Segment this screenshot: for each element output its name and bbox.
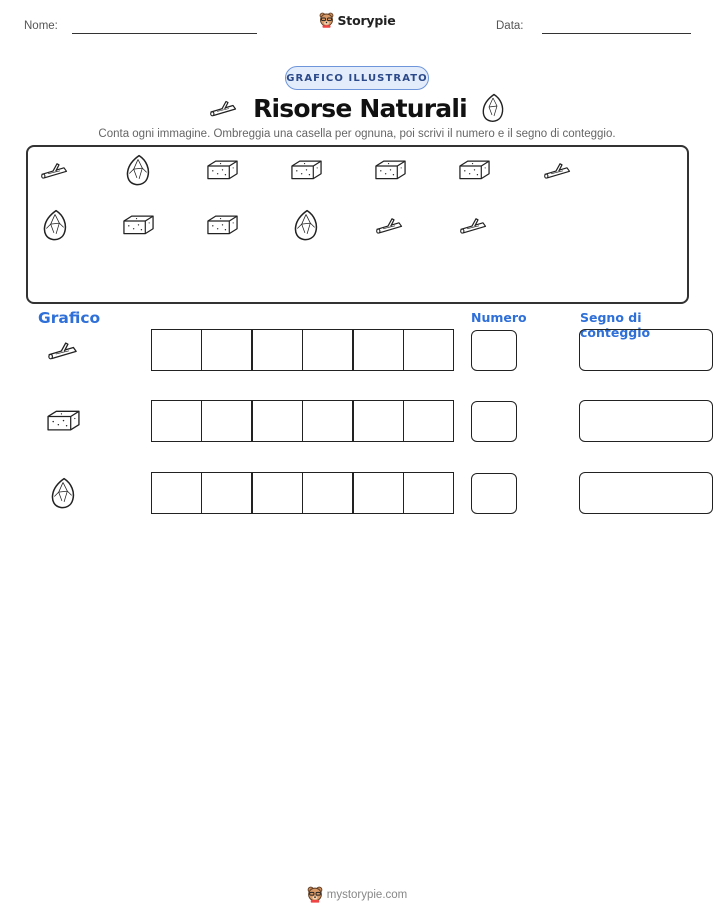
number-heading: Numero xyxy=(471,310,527,325)
row-brick-icon xyxy=(46,408,81,433)
footer-site: mystorypie.com xyxy=(326,888,408,901)
brand-logo xyxy=(0,12,714,28)
name-line[interactable] xyxy=(72,33,257,34)
graph-cell[interactable] xyxy=(151,400,202,442)
stone-icon xyxy=(293,209,319,242)
graph-heading: Grafico xyxy=(38,309,101,327)
brick-icon xyxy=(290,158,323,182)
graph-cell[interactable] xyxy=(302,400,353,442)
graph-cell[interactable] xyxy=(302,329,353,371)
brick-icon xyxy=(206,213,239,237)
title-row xyxy=(0,91,714,125)
stick-icon xyxy=(375,216,405,235)
number-answer-box[interactable] xyxy=(471,401,517,442)
stick-icon xyxy=(40,161,70,180)
date-line[interactable] xyxy=(542,33,691,34)
graph-cell[interactable] xyxy=(151,472,202,514)
stick-icon xyxy=(209,99,239,117)
stone-icon xyxy=(481,93,505,123)
tally-heading: Segno di conteggio xyxy=(580,310,651,340)
graph-cell[interactable] xyxy=(353,400,404,442)
worksheet-type-badge: GRAFICO ILLUSTRATO xyxy=(285,66,429,90)
tally-answer-box[interactable] xyxy=(579,329,713,371)
row-stick-icon xyxy=(47,340,80,360)
stone-icon xyxy=(42,209,68,242)
graph-cell[interactable] xyxy=(151,329,202,371)
graph-cell[interactable] xyxy=(252,472,303,514)
stick-icon xyxy=(459,216,489,235)
instructions: Conta ogni immagine. Ombreggia una casella per ognuna, poi scrivi il numero e il segno di conteggio. xyxy=(98,128,616,140)
tally-answer-box[interactable] xyxy=(579,472,713,514)
stone-icon xyxy=(125,154,151,187)
graph-cell[interactable] xyxy=(403,472,454,514)
date-label: Data: xyxy=(496,20,524,32)
tally-answer-box[interactable] xyxy=(579,400,713,442)
brick-icon xyxy=(374,158,407,182)
graph-cell[interactable] xyxy=(252,400,303,442)
brand-name: Storypie xyxy=(337,12,396,28)
number-answer-box[interactable] xyxy=(471,473,517,514)
graph-cell[interactable] xyxy=(201,400,252,442)
graph-cell[interactable] xyxy=(353,472,404,514)
brick-icon xyxy=(122,213,155,237)
graph-cell[interactable] xyxy=(403,400,454,442)
brick-icon xyxy=(206,158,239,182)
number-answer-box[interactable] xyxy=(471,330,517,371)
graph-cell[interactable] xyxy=(201,472,252,514)
graph-cell[interactable] xyxy=(201,329,252,371)
row-stone-icon xyxy=(50,477,76,510)
page-title: Risorse Naturali xyxy=(253,93,467,123)
bear-icon xyxy=(307,886,323,903)
graph-cell[interactable] xyxy=(353,329,404,371)
name-label: Nome: xyxy=(24,20,58,32)
bear-icon xyxy=(319,12,334,28)
graph-cell[interactable] xyxy=(252,329,303,371)
brick-icon xyxy=(458,158,491,182)
footer xyxy=(0,886,714,903)
graph-cell[interactable] xyxy=(403,329,454,371)
stick-icon xyxy=(543,161,573,180)
graph-cell[interactable] xyxy=(302,472,353,514)
